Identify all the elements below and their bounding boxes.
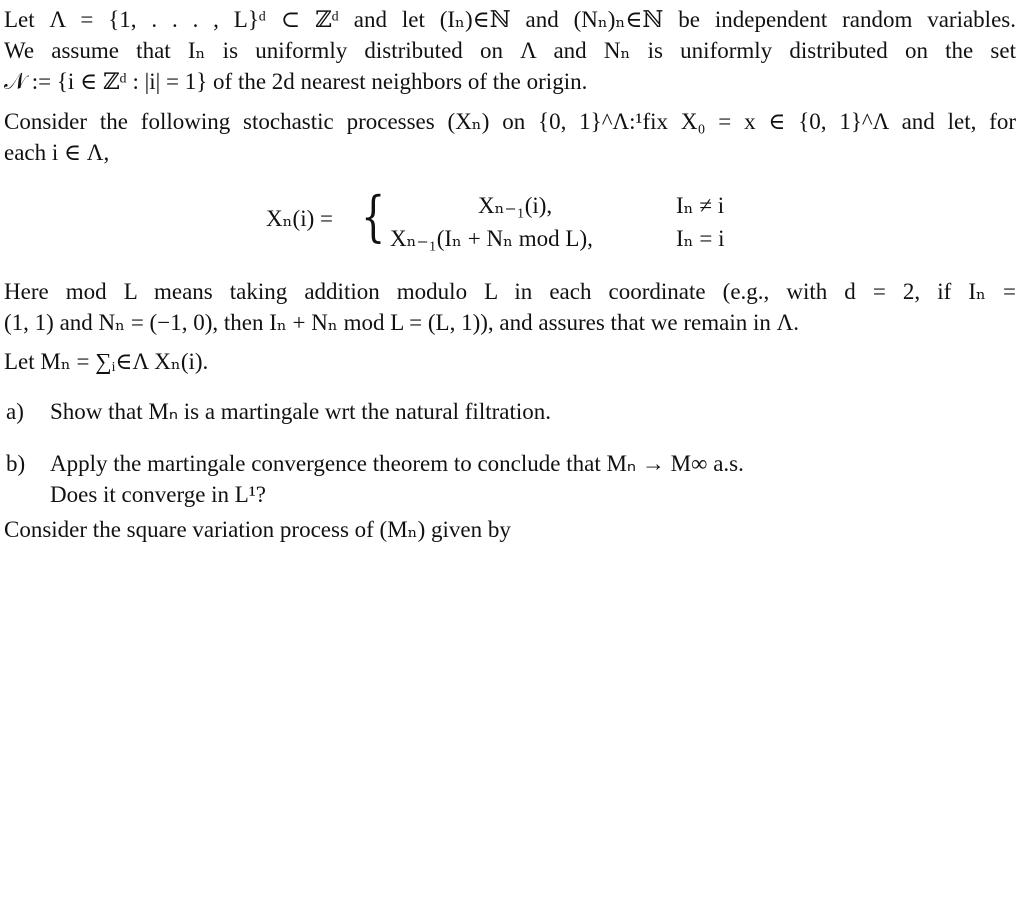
paragraph-3-line-1: Here mod L means taking addition modulo L in each coordinate (e.g., with d = 2, if Iₙ = — [4, 279, 1016, 304]
item-a-label: a) — [6, 399, 24, 424]
case-2-value: Xₙ₋₁(Iₙ + Nₙ mod L), — [390, 226, 593, 251]
item-a-text: Show that Mₙ is a martingale wrt the natural filtration. — [50, 399, 551, 424]
item-b-text-line-1: Apply the martingale convergence theorem to conclude that Mₙ → M∞ a.s. — [50, 451, 744, 476]
case-2-condition: Iₙ = i — [676, 226, 725, 251]
case-1-value: Xₙ₋₁(i), — [478, 193, 553, 218]
paragraph-4-line-1: Consider the square variation process of (Mₙ) given by — [4, 517, 511, 542]
equation-lhs: Xₙ(i) = — [266, 206, 333, 231]
case-1-condition: Iₙ ≠ i — [676, 193, 725, 218]
paragraph-2-line-2: each i ∈ Λ, — [4, 140, 110, 165]
paragraph-1-line-1: Let Λ = {1, . . . , L}ᵈ ⊂ ℤᵈ and let (Iₙ)∈ℕ and (Nₙ)ₙ∈ℕ be independent random variables. — [4, 7, 1016, 32]
paragraph-3-line-2: (1, 1) and Nₙ = (−1, 0), then Iₙ + Nₙ mod L = (L, 1)), and assures that we remain in Λ. — [4, 310, 800, 335]
left-brace: { — [361, 185, 386, 248]
paragraph-1-line-3: 𝒩 := {i ∈ ℤᵈ : |i| = 1} of the 2d nearest neighbors of the origin. — [4, 69, 588, 94]
paragraph-3-line-3: Let Mₙ = ∑ᵢ∈Λ Xₙ(i). — [4, 349, 209, 374]
paragraph-2-line-1: Consider the following stochastic processes (Xₙ) on {0, 1}^Λ:¹fix X₀ = x ∈ {0, 1}^Λ and let, for — [4, 109, 1016, 134]
paragraph-1-line-2: We assume that Iₙ is uniformly distributed on Λ and Nₙ is uniformly distributed on the set — [4, 38, 1016, 63]
item-b-label: b) — [6, 451, 26, 476]
item-b-text-line-2: Does it converge in L¹? — [50, 482, 266, 507]
